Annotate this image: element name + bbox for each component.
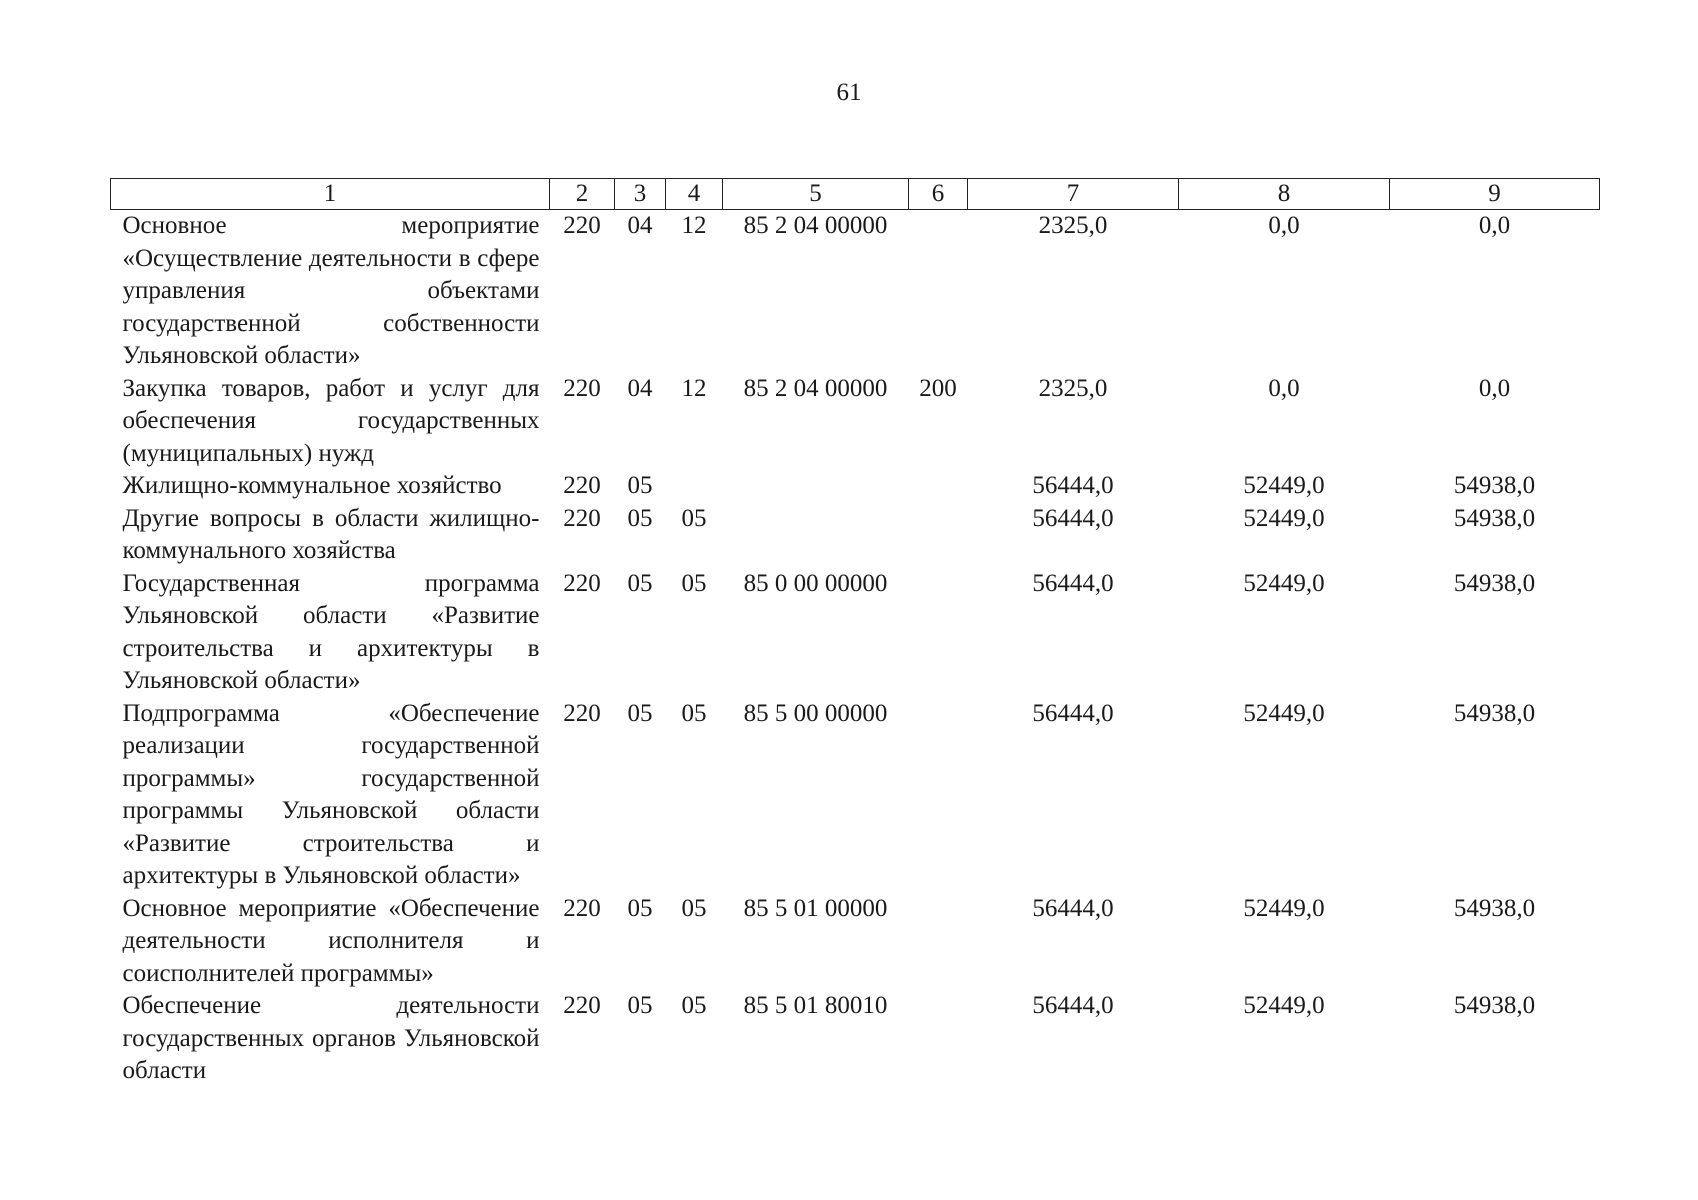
table-row bbox=[111, 503, 1600, 568]
row-name: Другие вопросы в области жилищно-коммунального хозяйства bbox=[122, 504, 540, 564]
row-code-2: 220 bbox=[563, 472, 601, 499]
row-code-6 bbox=[909, 470, 968, 503]
row-code-4: 12 bbox=[681, 374, 707, 402]
row-code-3: 04 bbox=[627, 374, 653, 402]
row-value-9: 54938,0 bbox=[1453, 699, 1536, 727]
column-header: 5 bbox=[723, 179, 909, 210]
row-value-8: 52449,0 bbox=[1243, 569, 1325, 597]
row-value-7: 56444,0 bbox=[1032, 992, 1114, 1019]
row-code-5: 85 2 04 00000 bbox=[743, 374, 888, 402]
row-value-8: 52449,0 bbox=[1243, 699, 1325, 727]
row-name: Жилищно-коммунальное хозяйство bbox=[122, 472, 502, 499]
table-row bbox=[111, 698, 1600, 893]
row-code-5: 85 5 01 80010 bbox=[743, 992, 888, 1019]
column-header: 2 bbox=[550, 179, 615, 210]
row-code-5: 85 0 00 00000 bbox=[743, 569, 888, 597]
row-value-8: 52449,0 bbox=[1243, 504, 1325, 532]
row-code-6 bbox=[909, 568, 968, 698]
row-code-2: 220 bbox=[563, 504, 601, 532]
budget-table bbox=[110, 178, 1600, 1088]
row-value-7: 56444,0 bbox=[1032, 472, 1114, 499]
row-code-6 bbox=[909, 698, 968, 893]
row-code-4: 05 bbox=[681, 504, 707, 532]
row-code-6: 200 bbox=[919, 374, 957, 402]
row-value-9: 54938,0 bbox=[1453, 569, 1536, 597]
row-name: Основное мероприятие «Обеспечение деятельности исполнителя и соисполнителей программы» bbox=[122, 894, 540, 987]
column-header: 7 bbox=[968, 179, 1179, 210]
table-row bbox=[111, 568, 1600, 698]
row-name: Обеспечение деятельности государственных органов Ульяновской области bbox=[122, 992, 540, 1084]
row-code-6 bbox=[909, 893, 968, 991]
row-code-6 bbox=[909, 503, 968, 568]
row-code-3: 05 bbox=[627, 894, 653, 922]
row-value-8: 0,0 bbox=[1268, 374, 1300, 402]
row-value-8: 0,0 bbox=[1268, 212, 1300, 239]
row-value-8: 52449,0 bbox=[1243, 472, 1325, 499]
row-code-2: 220 bbox=[563, 569, 601, 597]
row-value-7: 2325,0 bbox=[1038, 374, 1108, 402]
row-code-5 bbox=[723, 470, 909, 503]
row-name: Закупка товаров, работ и услуг для обеспечения государственных (муниципальных) нужд bbox=[122, 374, 540, 467]
row-value-9: 54938,0 bbox=[1453, 894, 1536, 922]
row-code-3: 05 bbox=[627, 569, 653, 597]
table-header-row bbox=[111, 179, 1600, 210]
row-code-5: 85 5 00 00000 bbox=[743, 699, 888, 727]
row-code-6 bbox=[909, 990, 968, 1088]
row-code-5: 85 5 01 00000 bbox=[743, 894, 888, 922]
row-code-2: 220 bbox=[563, 374, 601, 402]
row-value-9: 54938,0 bbox=[1453, 504, 1536, 532]
column-header: 9 bbox=[1390, 179, 1600, 210]
row-value-8: 52449,0 bbox=[1243, 992, 1325, 1019]
row-code-4 bbox=[666, 470, 723, 503]
row-code-4: 05 bbox=[681, 894, 707, 922]
row-value-7: 2325,0 bbox=[1038, 212, 1108, 239]
row-code-5 bbox=[723, 503, 909, 568]
row-code-2: 220 bbox=[563, 894, 601, 922]
column-header: 8 bbox=[1179, 179, 1390, 210]
row-code-4: 05 bbox=[681, 569, 707, 597]
row-code-2: 220 bbox=[563, 212, 601, 239]
table-row bbox=[111, 893, 1600, 991]
row-code-4: 05 bbox=[681, 699, 707, 727]
row-code-3: 04 bbox=[627, 212, 653, 239]
column-header: 6 bbox=[909, 179, 968, 210]
row-value-7: 56444,0 bbox=[1032, 504, 1114, 532]
row-value-7: 56444,0 bbox=[1032, 699, 1114, 727]
row-code-5: 85 2 04 00000 bbox=[743, 212, 888, 239]
column-header: 1 bbox=[111, 179, 550, 210]
row-name: Подпрограмма «Обеспечение реализации государственной программы» государственной программы Ульяновской области «Развитие строительства и архитектуры в Ульяновской области» bbox=[122, 699, 540, 889]
row-value-9: 54938,0 bbox=[1453, 992, 1536, 1019]
row-name: Государственная программа Ульяновской области «Развитие строительства и архитектуры в Ульяновской области» bbox=[122, 569, 540, 694]
page-number: 61 bbox=[836, 79, 862, 106]
row-code-3: 05 bbox=[627, 504, 653, 532]
row-code-4: 05 bbox=[681, 992, 707, 1019]
row-value-7: 56444,0 bbox=[1032, 569, 1114, 597]
table-row bbox=[111, 470, 1600, 503]
table-row bbox=[111, 990, 1600, 1088]
table-row bbox=[111, 373, 1600, 471]
row-code-3: 05 bbox=[627, 992, 653, 1019]
row-code-3: 05 bbox=[627, 472, 653, 499]
row-value-9: 54938,0 bbox=[1453, 472, 1536, 499]
column-header: 3 bbox=[615, 179, 666, 210]
row-value-9: 0,0 bbox=[1478, 374, 1511, 402]
column-header: 4 bbox=[666, 179, 723, 210]
row-value-8: 52449,0 bbox=[1243, 894, 1325, 922]
row-code-2: 220 bbox=[563, 699, 601, 727]
row-code-4: 12 bbox=[681, 212, 707, 239]
row-value-9: 0,0 bbox=[1478, 212, 1511, 239]
row-name: Основное мероприятие «Осуществление деятельности в сфере управления объектами государственной собственности Ульяновской области» bbox=[122, 212, 540, 369]
table-row bbox=[111, 210, 1600, 373]
row-code-6 bbox=[909, 210, 968, 373]
row-value-7: 56444,0 bbox=[1032, 894, 1114, 922]
row-code-3: 05 bbox=[627, 699, 653, 727]
row-code-2: 220 bbox=[563, 992, 601, 1019]
